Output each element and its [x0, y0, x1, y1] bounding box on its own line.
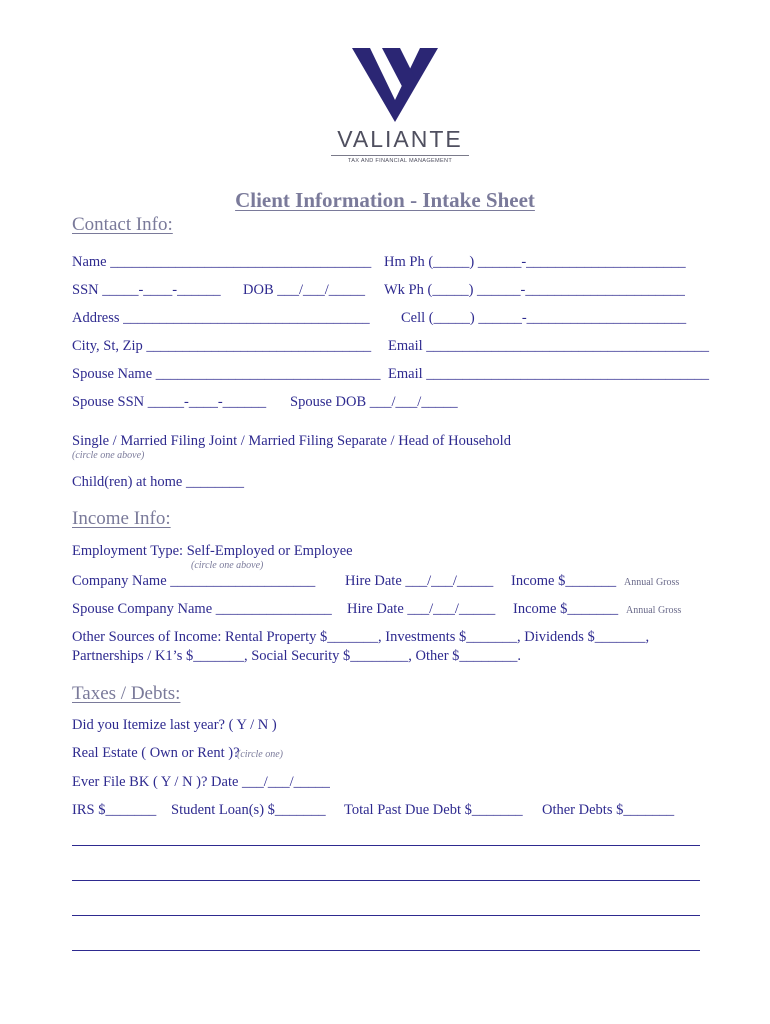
- spouse-company-name-field: Spouse Company Name ________________: [72, 601, 332, 617]
- spouse-income-field: Income $_______: [513, 601, 619, 617]
- cell-phone-field: Cell (_____) ______-______________________: [401, 310, 687, 326]
- blank-line: [72, 915, 700, 916]
- real-estate-note: (circle one): [237, 749, 283, 760]
- past-due-debt-field: Total Past Due Debt $_______: [344, 802, 523, 818]
- section-heading-taxes: Taxes / Debts:: [72, 683, 181, 704]
- employment-type-note: (circle one above): [191, 560, 264, 571]
- irs-debt-field: IRS $_______: [72, 802, 157, 818]
- itemize-question: Did you Itemize last year? ( Y / N ): [72, 717, 277, 733]
- filing-status-options: Single / Married Filing Joint / Married Filing Separate / Head of Household: [72, 433, 511, 449]
- logo: [352, 48, 438, 122]
- children-at-home-field: Child(ren) at home ________: [72, 474, 244, 490]
- section-heading-contact: Contact Info:: [72, 214, 173, 235]
- filing-status-note: (circle one above): [72, 450, 145, 461]
- logo-tagline: TAX AND FINANCIAL MANAGEMENT: [347, 158, 453, 164]
- city-state-zip-field: City, St, Zip _______________________________: [72, 338, 372, 354]
- address-field: Address __________________________________: [72, 310, 370, 326]
- other-debts-field: Other Debts $_______: [542, 802, 675, 818]
- name-field: Name ____________________________________: [72, 254, 372, 270]
- logo-wordmark: VALIANTE: [337, 126, 463, 152]
- work-phone-field: Wk Ph (_____) ______-______________________: [384, 282, 685, 298]
- student-loan-field: Student Loan(s) $_______: [171, 802, 326, 818]
- logo-divider: [331, 155, 469, 156]
- home-phone-field: Hm Ph (_____) ______-______________________: [384, 254, 686, 270]
- blank-line: [72, 845, 700, 846]
- company-name-field: Company Name ____________________: [72, 573, 316, 589]
- blank-line: [72, 880, 700, 881]
- blank-line: [72, 950, 700, 951]
- employment-type-options: Employment Type: Self-Employed or Employee: [72, 543, 353, 559]
- annual-gross-note: Annual Gross: [624, 577, 680, 588]
- ssn-field: SSN _____-____-______: [72, 282, 221, 298]
- spouse-ssn-field: Spouse SSN _____-____-______: [72, 394, 267, 410]
- income-field: Income $_______: [511, 573, 617, 589]
- spouse-dob-field: Spouse DOB ___/___/_____: [290, 394, 458, 410]
- dob-field: DOB ___/___/_____: [243, 282, 366, 298]
- other-income-line-2: Partnerships / K1’s $_______, Social Security $________, Other $________.: [72, 648, 522, 664]
- real-estate-question: Real Estate ( Own or Rent )?: [72, 745, 240, 761]
- spouse-hire-date-field: Hire Date ___/___/_____: [347, 601, 496, 617]
- page-title: Client Information - Intake Sheet: [235, 188, 535, 212]
- logo-mark-icon: [352, 48, 438, 122]
- spouse-email-field: Email _______________________________________: [388, 366, 710, 382]
- email-field: Email _______________________________________: [388, 338, 710, 354]
- other-income-line-1: Other Sources of Income: Rental Property $_______, Investments $_______, Dividends $_______,: [72, 629, 650, 645]
- bankruptcy-question: Ever File BK ( Y / N )? Date ___/___/_____: [72, 774, 330, 790]
- spouse-annual-gross-note: Annual Gross: [626, 605, 682, 616]
- spouse-name-field: Spouse Name _______________________________: [72, 366, 381, 382]
- hire-date-field: Hire Date ___/___/_____: [345, 573, 494, 589]
- section-heading-income: Income Info:: [72, 508, 171, 529]
